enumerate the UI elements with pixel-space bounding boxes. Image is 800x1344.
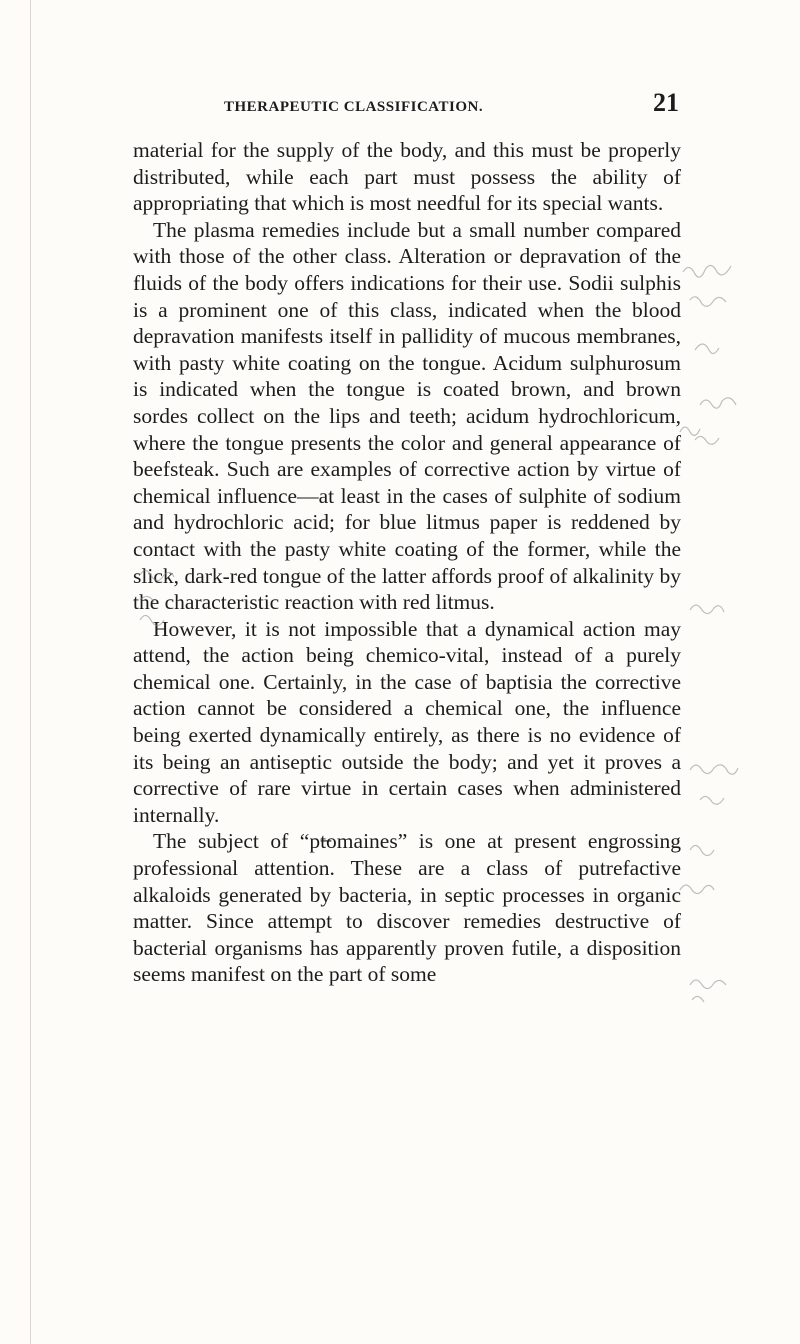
paragraph-4: The subject of “pt̶omaines” is one at present engrossing professional attention. These are a class of putrefactive alkaloids generated by bacteria, in septic processes in organic matter. Since attempt to discover remedies destructive of bacterial organisms has apparently proven futile, a disposition seems manifest on the part of some [133,829,681,987]
body-text [133,137,681,988]
page-edge-line [30,0,31,1344]
running-title: THERAPEUTIC CLASSIFICATION. [224,99,484,115]
page-number: 21 [653,88,679,117]
paragraph-3: However, it is not impossible that a dynamical action may attend, the action being chemico-vital, instead of a purely chemical one. Certainly, in the case of baptisia the corrective action cannot be considered a chemical one, the influence being exerted dynamically entirely, as there is no evidence of its being an antiseptic outside the body; and yet it proves a corrective of rare virtue in certain cases when administered internally. [133,616,681,827]
paragraph-2: The plasma remedies include but a small number compared with those of the other class. Alteration or depravation of the fluids of the body offers indications for their use. Sodii sulphis is a prominent one of this class, indicated when the blood depravation manifests itself in pallidity of mucous membranes, with pasty white coating on the tongue. Acidum sulphurosum is indicated when the tongue is coated brown, and brown sordes collect on the lips and teeth; acidum hydrochloricum, where the tongue presents the color and general appearance of beefsteak. Such are examples of corrective action by virtue of chemical influence—at least in the cases of sulphite of sodium and hydrochloric acid; for blue litmus paper is reddened by contact with the pasty white coating of the former, while the slick, dark-red tongue of the latter affords proof of alkalinity by the characteristic reaction with red litmus. [133,217,681,615]
paragraph-1: material for the supply of the body, and this must be properly distributed, while each part must possess the ability of appropriating that which is most needful for its special wants. [133,138,681,216]
running-head [224,88,679,118]
